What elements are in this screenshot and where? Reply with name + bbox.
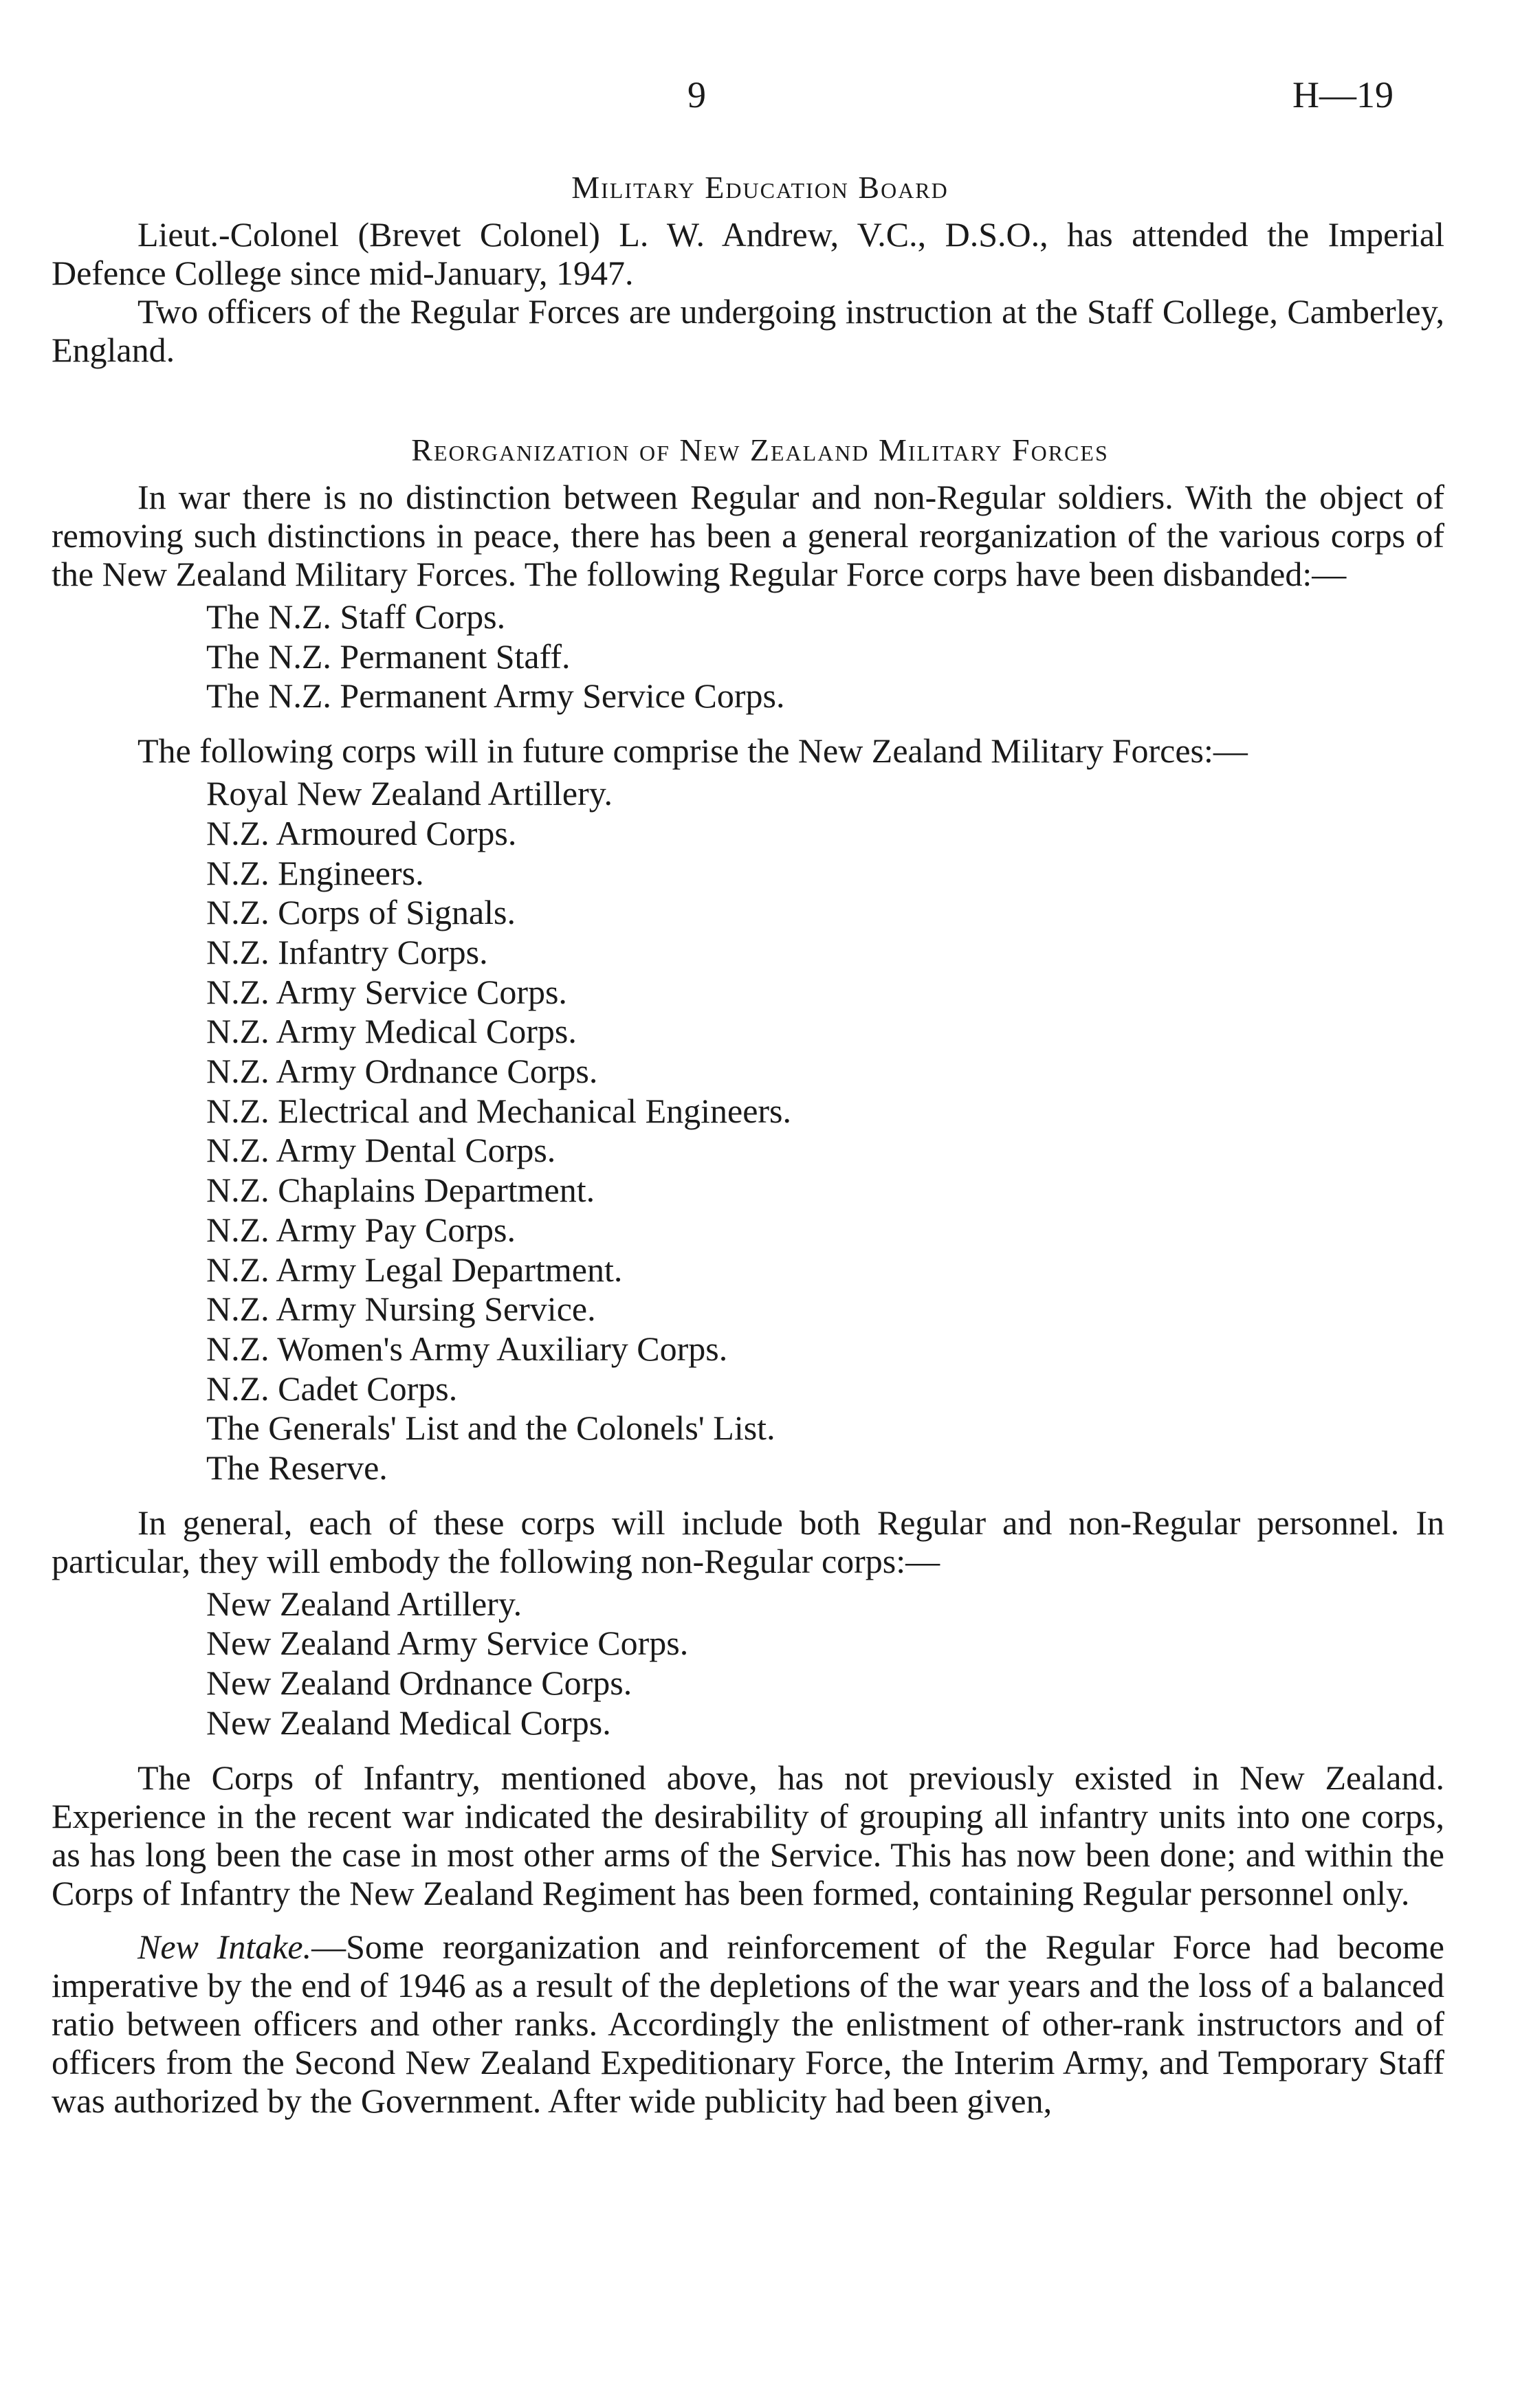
document-code: H—19 xyxy=(1292,74,1394,115)
list-item: N.Z. Electrical and Mechanical Engineers. xyxy=(206,1091,792,1130)
list-item: The N.Z. Permanent Army Service Corps. xyxy=(206,676,785,716)
list-item: N.Z. Women's Army Auxiliary Corps. xyxy=(206,1329,728,1368)
list-item: The Reserve. xyxy=(206,1448,388,1488)
page-content xyxy=(0,168,1520,2120)
list-item: New Zealand Medical Corps. xyxy=(206,1703,611,1742)
page-number: 9 xyxy=(687,74,706,115)
list-item: N.Z. Army Pay Corps. xyxy=(206,1210,516,1249)
list-item: N.Z. Infantry Corps. xyxy=(206,932,488,971)
list-item: N.Z. Corps of Signals. xyxy=(206,893,516,932)
paragraph: Two officers of the Regular Forces are undergoing instruction at the Staff College, Camberley, England. xyxy=(52,292,1444,369)
list-item: N.Z. Army Nursing Service. xyxy=(206,1290,596,1329)
intro-paragraph: In war there is no distinction between Regular and non-Regular soldiers. With the object of removing such distinctions in peace, there has been a general reorganization of the various corps of the New Zealand Military Forces. The following Regular Force corps have been disbanded:— xyxy=(52,478,1444,593)
list-item: N.Z. Engineers. xyxy=(206,853,424,892)
section-heading: Reorganization of New Zealand Military Forces xyxy=(411,432,1109,467)
page-header xyxy=(0,76,1520,124)
future-corps-intro: The following corps will in future comprise the New Zealand Military Forces:— xyxy=(137,731,1248,771)
paragraph: Lieut.-Colonel (Brevet Colonel) L. W. Andrew, V.C., D.S.O., has attended the Imperial Defence College since mid-January, 1947. xyxy=(52,215,1444,292)
new-intake-paragraph xyxy=(52,1927,1444,2120)
list-item: N.Z. Army Ordnance Corps. xyxy=(206,1052,598,1091)
list-item: The Generals' List and the Colonels' List. xyxy=(206,1409,775,1448)
list-item: N.Z. Army Legal Department. xyxy=(206,1250,623,1289)
list-item: New Zealand Ordnance Corps. xyxy=(206,1664,632,1703)
list-item: N.Z. Army Medical Corps. xyxy=(206,1012,577,1051)
new-intake-label: New Intake. xyxy=(137,1927,312,1966)
infantry-paragraph: The Corps of Infantry, mentioned above, has not previously existed in New Zealand. Experience in the recent war indicated the desirability of grouping all infantry units into one corps, as has long been the case in most other arms of the Service. This has now been done; and within the Corps of Infantry the New Zealand Regiment has been formed, containing Regular personnel only. xyxy=(52,1758,1444,1912)
non-regular-corps-list xyxy=(0,1584,1520,1743)
list-item: The N.Z. Staff Corps. xyxy=(206,597,506,636)
reorganization-section xyxy=(0,431,1520,2120)
military-education-board-section xyxy=(0,168,1520,369)
list-item: N.Z. Army Dental Corps. xyxy=(206,1131,556,1170)
disbanded-corps-list xyxy=(0,597,1520,716)
list-item: New Zealand Army Service Corps. xyxy=(206,1624,689,1663)
list-item: N.Z. Armoured Corps. xyxy=(206,813,517,852)
future-corps-list xyxy=(0,774,1520,1488)
list-item: Royal New Zealand Artillery. xyxy=(206,774,613,813)
list-item: N.Z. Chaplains Department. xyxy=(206,1171,595,1210)
general-paragraph: In general, each of these corps will include both Regular and non-Regular personnel. In particular, they will embody the following non-Regular corps:— xyxy=(52,1503,1444,1580)
section-heading: Military Education Board xyxy=(571,170,949,205)
list-item: The N.Z. Permanent Staff. xyxy=(206,637,571,676)
list-item: New Zealand Artillery. xyxy=(206,1584,522,1623)
list-item: N.Z. Army Service Corps. xyxy=(206,972,567,1011)
new-intake-text: —Some reorganization and reinforcement of the Regular Force had become imperative by the end of 1946 as a result of the depletions of the war years and the loss of a balanced ratio between officers and other ranks. Accordingly the enlistment of other-rank instructors and of officers from the Second New Zealand Expeditionary Force, the Interim Army, and Temporary Staff was authorized by the Government. After wide publicity had been given, xyxy=(52,1927,1444,2120)
list-item: N.Z. Cadet Corps. xyxy=(206,1369,458,1408)
